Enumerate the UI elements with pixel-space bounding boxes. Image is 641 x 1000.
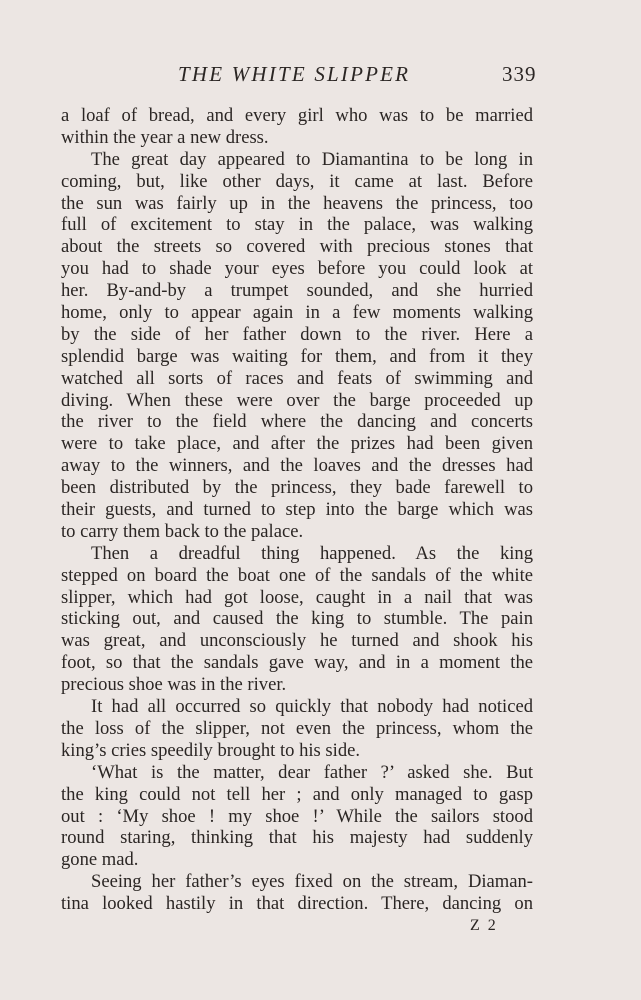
text-line: sticking out, and caused the king to stumble. The pain xyxy=(61,608,533,630)
text-line: coming, but, like other days, it came at last. Before xyxy=(61,170,533,192)
text-line: you had to shade your eyes before you could look at xyxy=(61,258,533,280)
text-line: gone mad. xyxy=(61,849,139,871)
text-line: to carry them back to the palace. xyxy=(61,520,304,542)
text-line: was great, and unconsciously he turned and shook his xyxy=(61,630,533,652)
text-line: a loaf of bread, and every girl who was to be married xyxy=(61,105,533,126)
text-line: away to the winners, and the loaves and the dresses had xyxy=(61,455,533,477)
text-line: It had all occurred so quickly that nobody had noticed xyxy=(91,696,533,718)
text-line: foot, so that the sandals gave way, and in a moment the xyxy=(61,652,533,674)
text-line: splendid barge was waiting for them, and from it they xyxy=(61,345,533,367)
signature-mark: Z 2 xyxy=(470,917,498,934)
text-line: out : ‘My shoe ! my shoe !’ While the sailors stood xyxy=(61,805,533,827)
body-text xyxy=(61,105,533,915)
text-line: round staring, thinking that his majesty had suddenly xyxy=(61,827,533,849)
text-line: The great day appeared to Diamantina to be long in xyxy=(91,148,533,170)
text-line: home, only to appear again in a few moments walking xyxy=(61,302,533,324)
text-line: their guests, and turned to step into the barge which was xyxy=(61,499,533,521)
text-line: watched all sorts of races and feats of swimming and xyxy=(61,367,533,389)
text-line: precious shoe was in the river. xyxy=(61,674,287,696)
text-line: tina looked hastily in that direction. There, dancing on xyxy=(61,893,533,915)
text-line: slipper, which had got loose, caught in a nail that was xyxy=(61,586,533,608)
text-line: about the streets so covered with precious stones that xyxy=(61,236,533,258)
text-line: stepped on board the boat one of the sandals of the white xyxy=(61,564,533,586)
text-line: been distributed by the princess, they bade farewell to xyxy=(61,477,533,499)
running-head xyxy=(0,62,641,90)
text-line: full of excitement to stay in the palace, was walking xyxy=(61,214,533,236)
text-line: within the year a new dress. xyxy=(61,126,269,148)
running-title: THE WHITE SLIPPER xyxy=(178,62,411,86)
text-line: the king could not tell her ; and only managed to gasp xyxy=(61,783,533,805)
text-line: were to take place, and after the prizes had been given xyxy=(61,433,533,455)
text-line: Seeing her father’s eyes fixed on the stream, Diaman- xyxy=(91,871,533,893)
text-line: the river to the field where the dancing and concerts xyxy=(61,411,533,433)
text-line: Then a dreadful thing happened. As the king xyxy=(91,542,533,564)
text-line: king’s cries speedily brought to his side. xyxy=(61,739,361,761)
text-line: ‘What is the matter, dear father ?’ asked she. But xyxy=(91,761,533,783)
text-line: by the side of her father down to the river. Here a xyxy=(61,323,533,345)
text-line: the loss of the slipper, not even the princess, whom the xyxy=(61,717,533,739)
text-line: diving. When these were over the barge proceeded up xyxy=(61,389,533,411)
text-line: her. By-and-by a trumpet sounded, and she hurried xyxy=(61,280,533,302)
text-line: the sun was fairly up in the heavens the princess, too xyxy=(61,192,533,214)
page-number: 339 xyxy=(502,62,537,86)
